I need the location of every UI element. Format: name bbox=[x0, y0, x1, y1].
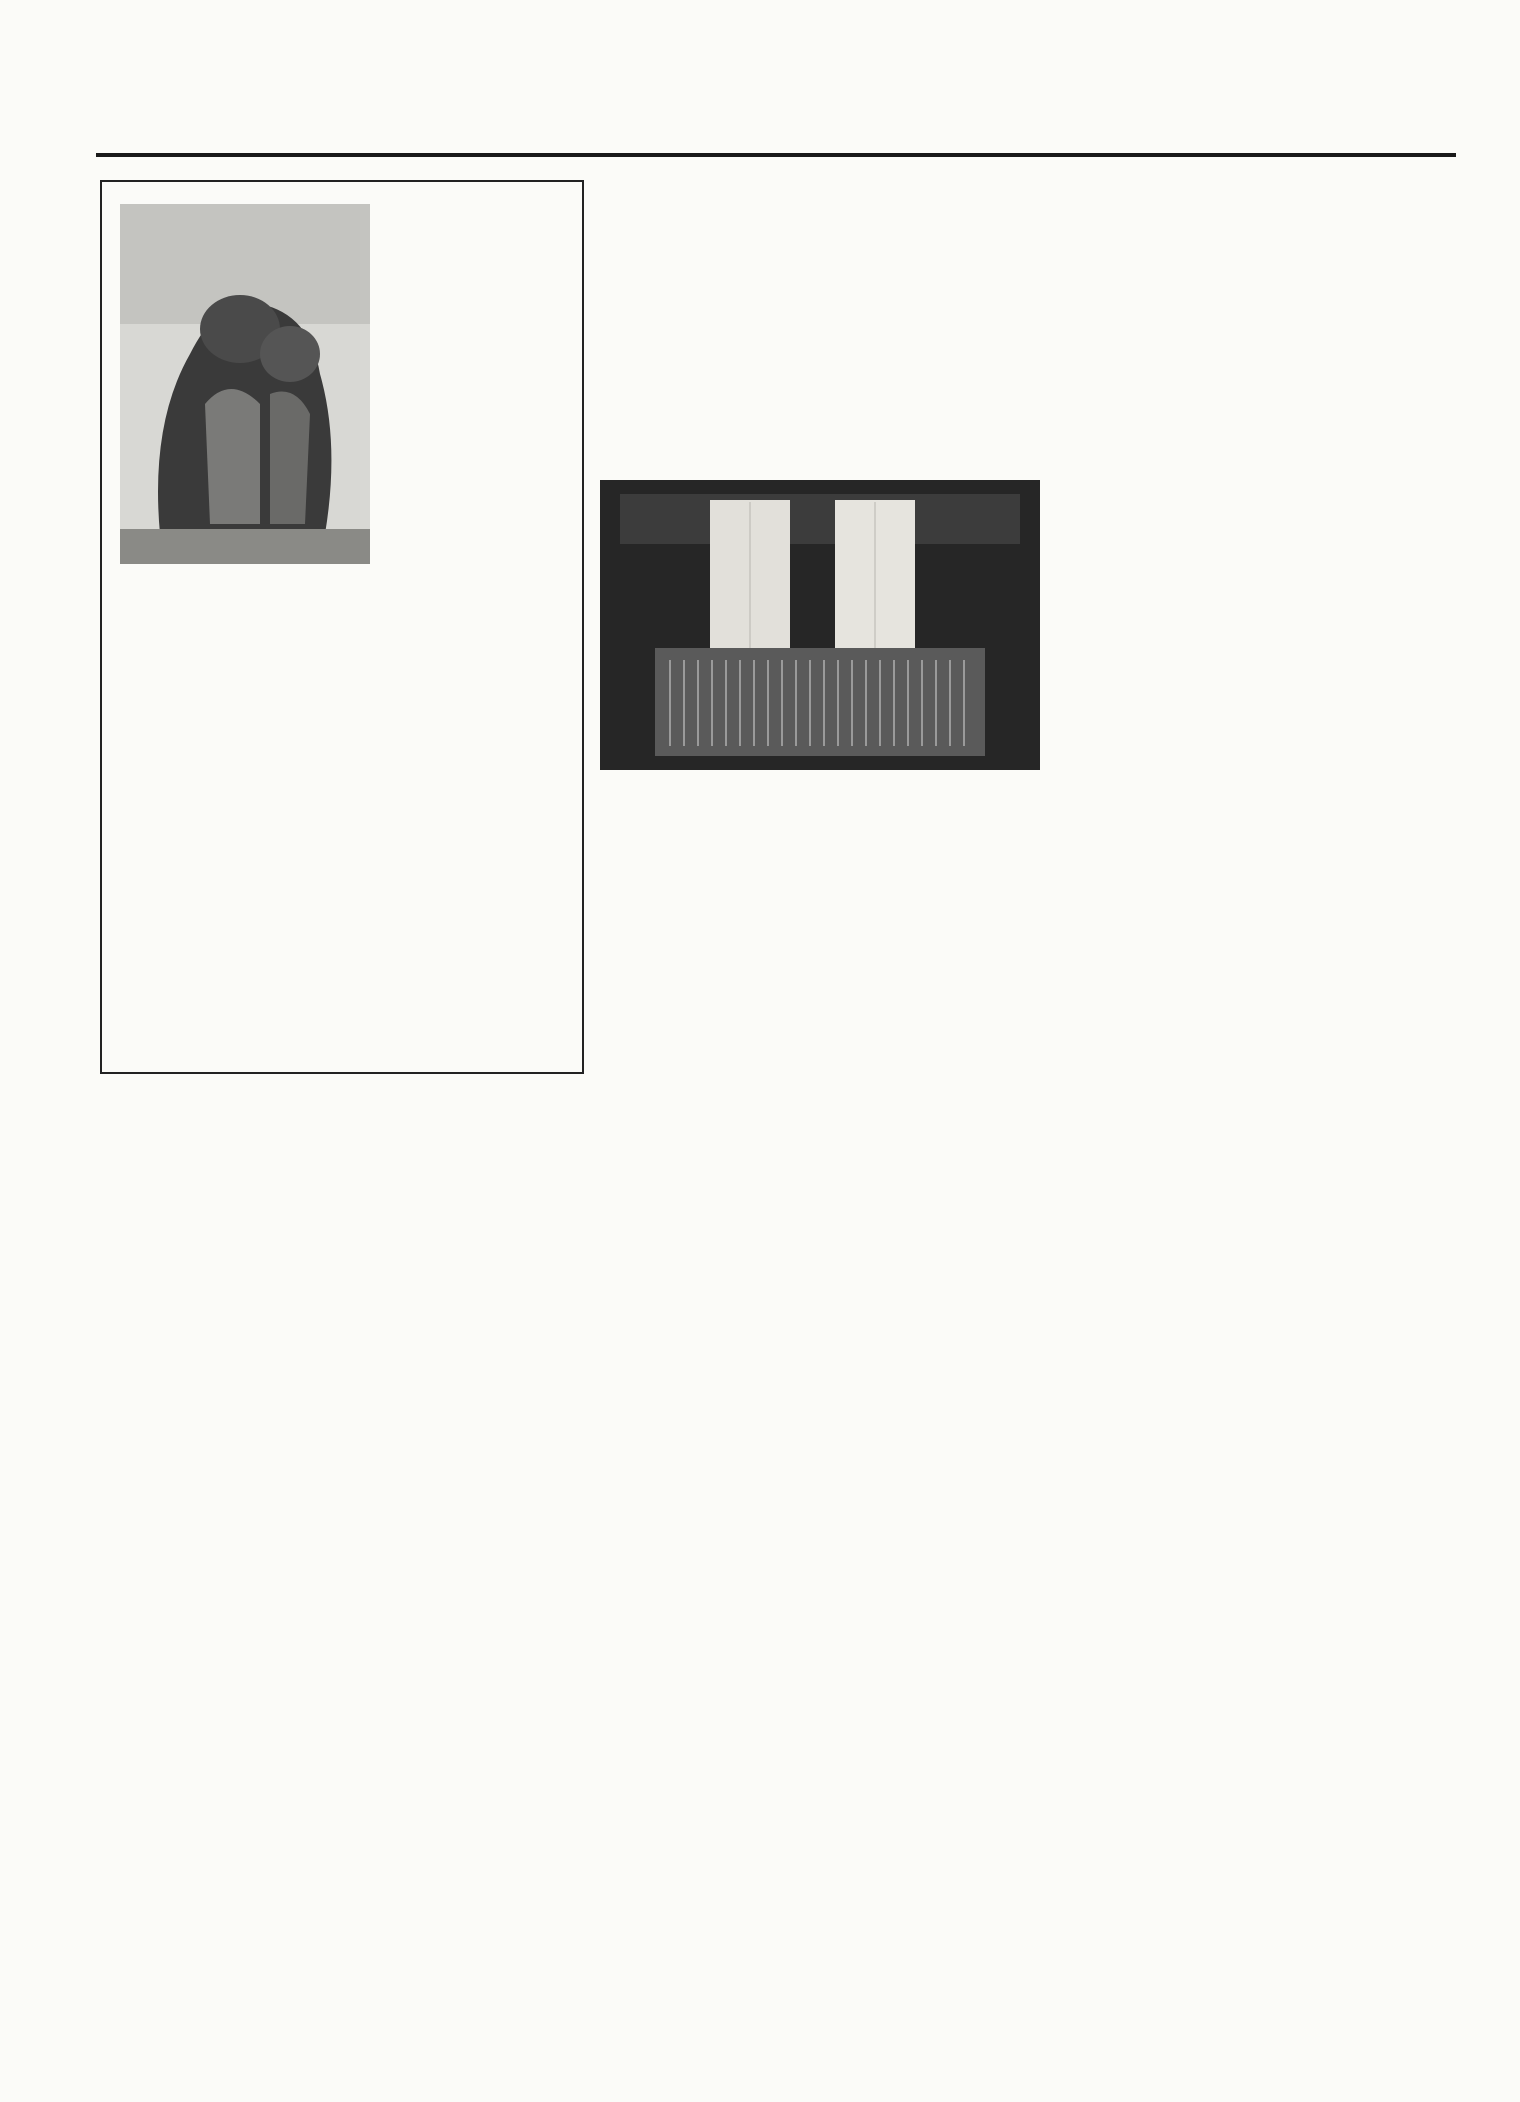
main-body-continued bbox=[1020, 620, 1268, 1030]
scroll-photo bbox=[600, 480, 1040, 770]
monkey-statue-photo bbox=[120, 204, 370, 564]
statue-image bbox=[120, 204, 370, 564]
scroll-image bbox=[600, 480, 1040, 770]
furusato-byline bbox=[118, 700, 148, 1040]
furusato-title-1 bbox=[470, 210, 514, 640]
page-header bbox=[118, 112, 1450, 146]
main-subhead bbox=[1274, 330, 1326, 760]
furusato-series bbox=[520, 200, 560, 640]
main-headline bbox=[1335, 200, 1417, 760]
furusato-title-2 bbox=[420, 270, 464, 600]
furusato-body bbox=[160, 680, 570, 1050]
header-rule bbox=[96, 153, 1456, 157]
